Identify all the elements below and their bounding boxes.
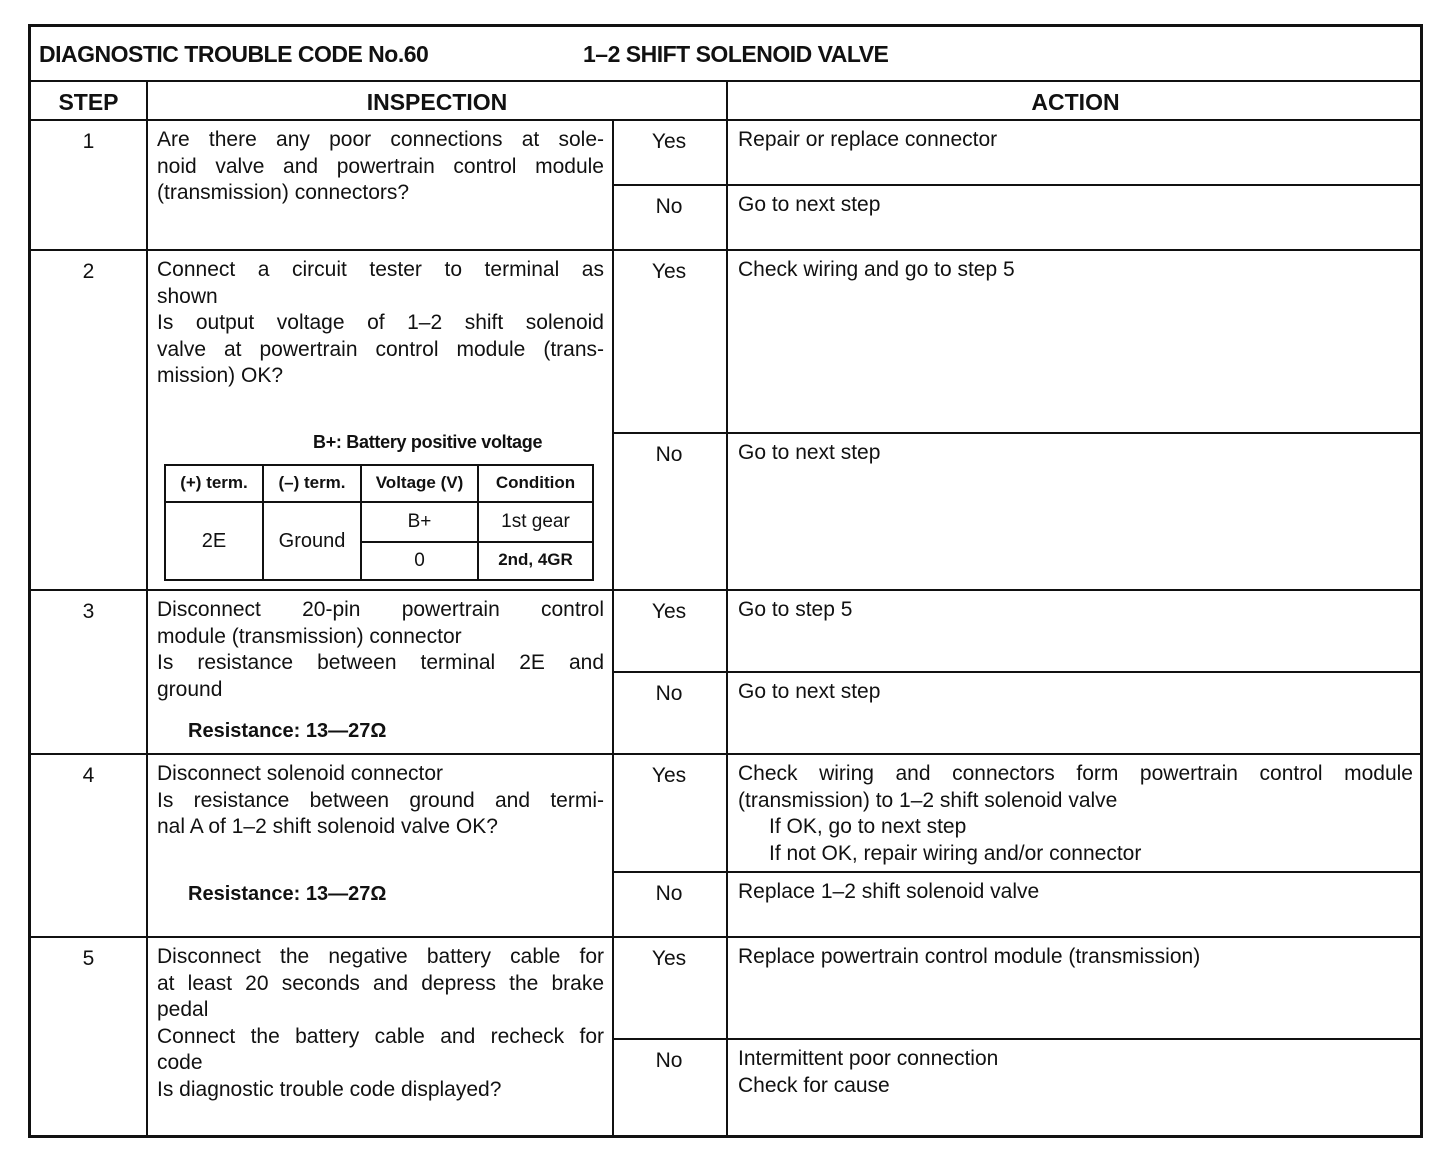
divider	[166, 501, 592, 503]
voltage-table-header: Voltage (V)	[375, 473, 464, 492]
column-header-inspection: INSPECTION	[366, 89, 508, 115]
answer-yes: Yes	[651, 764, 687, 787]
column-header-action: ACTION	[1031, 89, 1120, 115]
column-header-step: STEP	[58, 89, 119, 115]
answer-no: No	[655, 682, 683, 705]
answer-yes: Yes	[651, 947, 687, 970]
action-yes: Repair or replace connector	[738, 128, 998, 151]
voltage-table	[164, 464, 594, 581]
divider	[146, 82, 148, 1135]
action-no: Go to next step	[738, 441, 881, 464]
step-number: 5	[82, 947, 95, 970]
step-number: 2	[82, 260, 95, 283]
answer-yes: Yes	[651, 130, 687, 153]
divider	[612, 871, 1420, 873]
divider	[612, 184, 1420, 186]
action-no: Intermittent poor connection Check for cause	[738, 1047, 999, 1097]
component-name: 1–2 SHIFT SOLENOID VALVE	[583, 41, 889, 67]
action-yes: Replace powertrain control module (transmission)	[738, 945, 1201, 968]
divider	[726, 82, 728, 1135]
table-header-bar	[31, 27, 1420, 82]
step-inspection: Connect a circuit tester to terminal as shown Is output voltage of 1–2 shift solenoid valve at powertrain control module (trans- mission) OK?	[157, 258, 604, 387]
action-yes: Check wiring and go to step 5	[738, 258, 1015, 281]
minus-terminal: Ground	[278, 530, 346, 552]
step-inspection: Disconnect 20-pin powertrain control module (transmission) connector Is resistance between terminal 2E and ground	[157, 598, 604, 701]
trouble-code-title: DIAGNOSTIC TROUBLE CODE No.60	[39, 41, 429, 67]
divider	[612, 432, 1420, 434]
voltage-table-header: Condition	[495, 473, 576, 492]
voltage-value: B+	[407, 511, 432, 532]
action-no: Go to next step	[738, 193, 881, 216]
voltage-value: 0	[414, 550, 425, 571]
answer-yes: Yes	[651, 260, 687, 283]
plus-terminal: 2E	[201, 530, 227, 552]
answer-no: No	[655, 882, 683, 905]
action-yes: Go to step 5	[738, 598, 853, 621]
resistance-spec: Resistance: 13—27Ω	[188, 883, 387, 905]
answer-yes: Yes	[651, 600, 687, 623]
step-number: 4	[82, 764, 95, 787]
answer-no: No	[655, 443, 683, 466]
action-no: Go to next step	[738, 680, 881, 703]
voltage-table-title: B+: Battery positive voltage	[313, 432, 543, 452]
step-inspection: Disconnect the negative battery cable for at least 20 seconds and depress the brake pedal Connect the battery cable and recheck for code Is diagnostic trouble code displayed?	[157, 945, 604, 1101]
step-inspection: Are there any poor connections at sole- noid valve and powertrain control module (transmission) connectors?	[157, 128, 604, 204]
answer-no: No	[655, 195, 683, 218]
divider	[612, 1038, 1420, 1040]
step-number: 3	[82, 600, 95, 623]
diagnostic-table	[28, 24, 1423, 1138]
voltage-table-header: (+) term.	[180, 473, 248, 492]
condition-value: 1st gear	[501, 511, 570, 532]
action-no: Replace 1–2 shift solenoid valve	[738, 880, 1040, 903]
step-inspection: Disconnect solenoid connector Is resistance between ground and termi- nal A of 1–2 shift solenoid valve OK?	[157, 762, 604, 838]
answer-no: No	[655, 1049, 683, 1072]
voltage-table-header: (–) term.	[278, 473, 346, 492]
condition-value: 2nd, 4GR	[498, 550, 573, 569]
resistance-spec: Resistance: 13—27Ω	[188, 720, 387, 742]
action-yes: Check wiring and connectors form powertrain control module (transmission) to 1–2 shift solenoid valve If OK, go to next step If not OK, repair wiring and/or connector	[738, 762, 1413, 865]
divider	[612, 671, 1420, 673]
step-number: 1	[82, 130, 95, 153]
